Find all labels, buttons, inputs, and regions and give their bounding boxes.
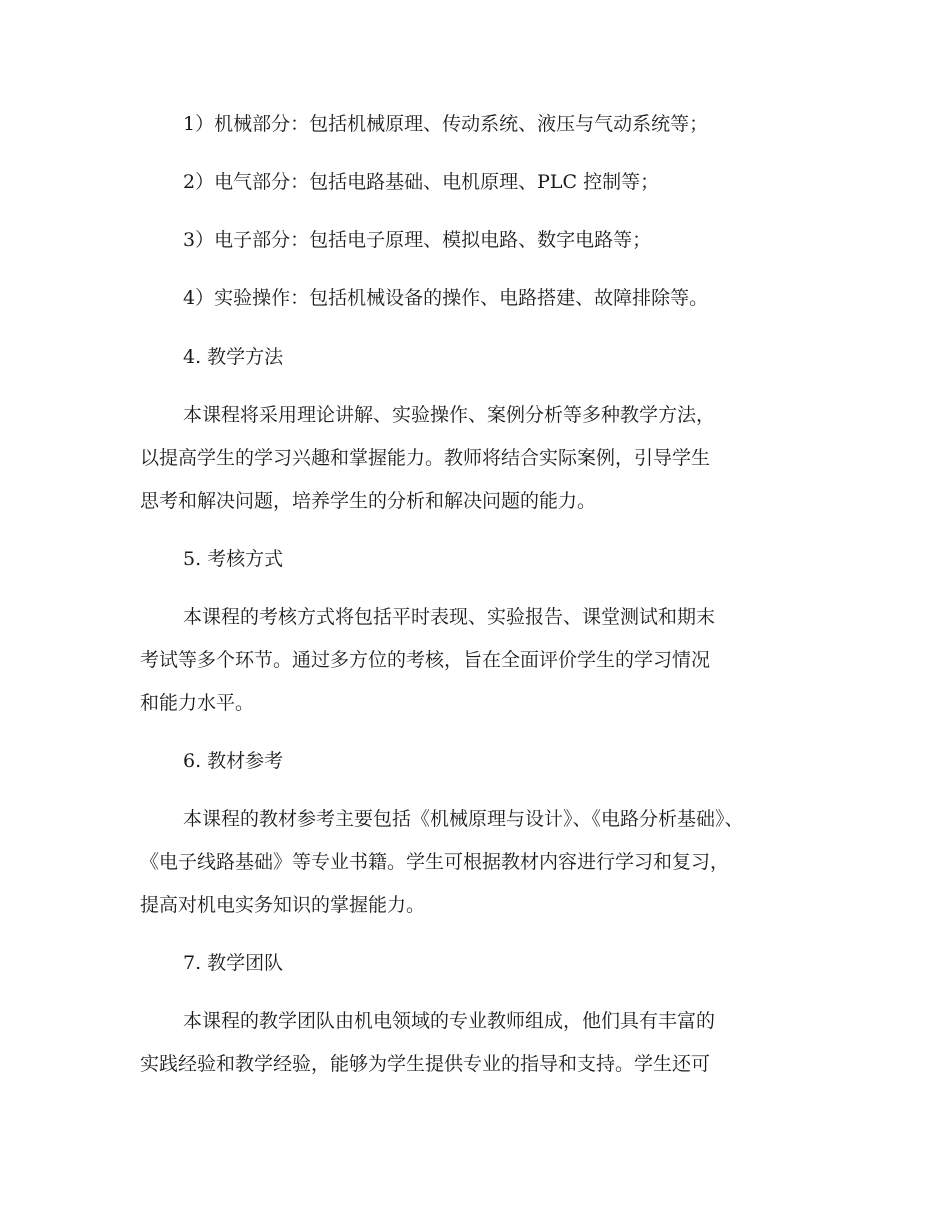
paragraph-line: 本课程将采用理论讲解、实验操作、案例分析等多种教学方法， <box>183 404 716 426</box>
paragraph-line: 以提高学生的学习兴趣和掌握能力。教师将结合实际案例，引导学生 <box>140 447 711 469</box>
paragraph-line: 本课程的教材参考主要包括《机械原理与设计》、《电路分析基础》、 <box>183 808 744 830</box>
paragraph-line: 提高对机电实务知识的掌握能力。 <box>140 894 426 916</box>
paragraph-line: 考试等多个环节。通过多方位的考核，旨在全面评价学生的学习情况 <box>140 649 711 671</box>
section-heading-teaching-team: 7. 教学团队 <box>183 952 284 974</box>
paragraph-line: 本课程的教学团队由机电领域的专业教师组成，他们具有丰富的 <box>183 1010 716 1032</box>
list-item-electrical: 2）电气部分：包括电路基础、电机原理、PLC 控制等； <box>183 171 660 193</box>
paragraph-line: 和能力水平。 <box>140 692 255 714</box>
paragraph-line: 实践经验和教学经验，能够为学生提供专业的指导和支持。学生还可 <box>140 1053 711 1075</box>
paragraph-line: 本课程的考核方式将包括平时表现、实验报告、课堂测试和期末 <box>183 606 716 628</box>
list-item-experiment: 4）实验操作：包括机械设备的操作、电路搭建、故障排除等。 <box>183 287 709 309</box>
section-heading-assessment: 5. 考核方式 <box>183 548 284 570</box>
paragraph-line: 思考和解决问题，培养学生的分析和解决问题的能力。 <box>140 490 597 512</box>
list-item-mechanical: 1）机械部分：包括机械原理、传动系统、液压与气动系统等； <box>183 113 709 135</box>
section-heading-textbooks: 6. 教材参考 <box>183 750 284 772</box>
section-heading-teaching-methods: 4. 教学方法 <box>183 346 284 368</box>
list-item-electronic: 3）电子部分：包括电子原理、模拟电路、数字电路等； <box>183 229 652 251</box>
paragraph-line: 《电子线路基础》等专业书籍。学生可根据教材内容进行学习和复习， <box>140 851 730 873</box>
